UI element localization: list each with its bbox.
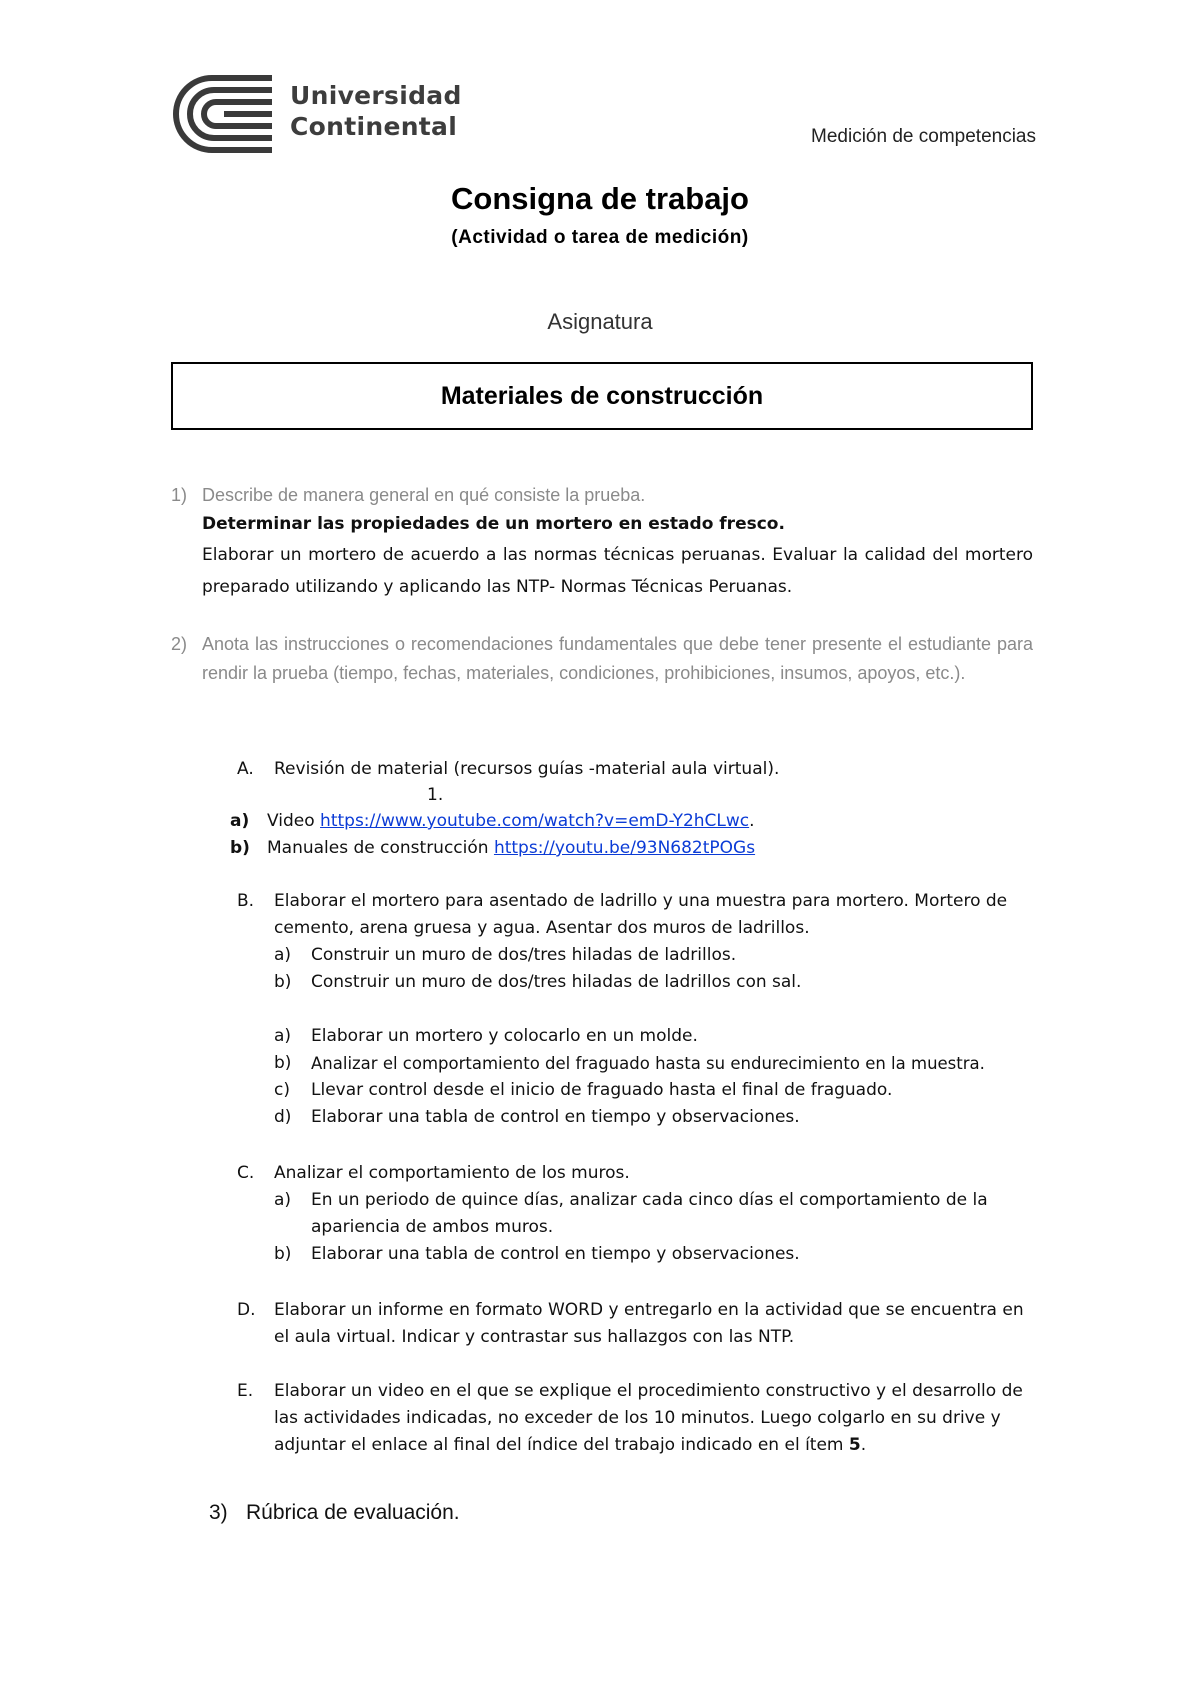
logo-line-1: Universidad (290, 81, 462, 110)
section-b-label: B. (237, 891, 255, 911)
section-b-item2-d: d) Elaborar una tabla de control en tiempo y observaciones. (274, 1107, 800, 1127)
course-name: Materiales de construcción (440, 381, 764, 410)
logo-line-2: Continental (290, 112, 458, 141)
section-b-item-b: b) Construir un muro de dos/tres hiladas de ladrillos con sal. (274, 972, 802, 992)
section-e-label: E. (237, 1381, 254, 1401)
section-b-item2-c: c) Llevar control desde el inicio de fraguado hasta el final de fraguado. (274, 1080, 893, 1100)
manual-link[interactable]: https://youtu.be/93N682tPOGs (493, 838, 756, 858)
section-d-label: D. (237, 1300, 256, 1320)
section-e (237, 1378, 1034, 1459)
question-1-answer-bold: Determinar las propiedades de un mortero en estado fresco. (202, 514, 785, 534)
question-2-prompt: Anota las instrucciones o recomendaciones fundamentales que debe tener presente el estudiante para rendir la prueba (tiempo, fechas, materiales, condiciones, prohibiciones, insumos, apoyos, etc.). (202, 634, 1033, 683)
section-a-text: Revisión de material (recursos guías -material aula virtual). (274, 759, 780, 779)
section-b-item-a: a) Construir un muro de dos/tres hiladas de ladrillos. (274, 945, 737, 965)
section-b-text: Elaborar el mortero para asentado de ladrillo y una muestra para mortero. Mortero de cemento, arena gruesa y agua. Asentar dos muros de ladrillos. (274, 891, 1008, 938)
section-a-label: A. (237, 759, 254, 779)
section-c-label: C. (237, 1163, 255, 1183)
section-b-item2-b: b) Analizar el comportamiento del fraguado hasta su endurecimiento en la muestra. (274, 1053, 985, 1073)
header-competencias: Medición de competencias (811, 126, 1036, 147)
section-d (237, 1297, 1034, 1351)
question-3-number: 3) (209, 1501, 228, 1524)
section-a-number: 1. (427, 785, 444, 805)
question-1 (171, 481, 1033, 603)
question-1-prompt: Describe de manera general en qué consiste la prueba. (202, 485, 646, 505)
question-2 (171, 630, 1033, 688)
video-link[interactable]: https://www.youtube.com/watch?v=emD-Y2hCLwc (320, 811, 750, 831)
section-d-text: Elaborar un informe en formato WORD y entregarlo en la actividad que se encuentra en el aula virtual. Indicar y contrastar sus hallazgos con las NTP. (274, 1300, 1024, 1347)
section-b-item2-a: a) Elaborar un mortero y colocarlo en un molde. (274, 1026, 698, 1046)
course-name-box (171, 362, 1033, 430)
logo-wordmark (290, 80, 462, 142)
section-a-item-b: b) Manuales de construcción https://youtu.be/93N682tPOGs (230, 838, 756, 858)
section-c (237, 1160, 1034, 1268)
section-e-text: Elaborar un video en el que se explique el procedimiento constructivo y el desarrollo de las actividades indicadas, no exceder de los 10 minutos. Luego colgarlo en su drive y adjuntar el enlace al final del índice del trabajo indicado en el ítem 5. (274, 1381, 1023, 1455)
section-c-item-b: b) Elaborar una tabla de control en tiempo y observaciones. (274, 1244, 800, 1264)
question-3 (209, 1501, 460, 1525)
asignatura-label: Asignatura (547, 309, 653, 334)
question-1-number: 1) (171, 485, 188, 505)
question-3-text: Rúbrica de evaluación. (246, 1501, 460, 1524)
section-c-item-a: a) En un periodo de quince días, analizar cada cinco días el comportamiento de la apariencia de ambos muros. (274, 1190, 988, 1237)
question-2-number: 2) (171, 634, 188, 654)
section-a (237, 756, 797, 783)
section-b (237, 888, 1034, 1131)
page-title: Consigna de trabajo (451, 181, 749, 216)
section-c-text: Analizar el comportamiento de los muros. (274, 1163, 630, 1183)
page-subtitle: (Actividad o tarea de medición) (451, 227, 749, 248)
section-a-item-a: a) Video https://www.youtube.com/watch?v=emD-Y2hCLwc. (230, 811, 755, 831)
section-a-links (230, 808, 930, 862)
question-1-answer-paragraph: Elaborar un mortero de acuerdo a las normas técnicas peruanas. Evaluar la calidad del mortero preparado utilizando y aplicando las NTP- Normas Técnicas Peruanas. (202, 545, 1033, 597)
